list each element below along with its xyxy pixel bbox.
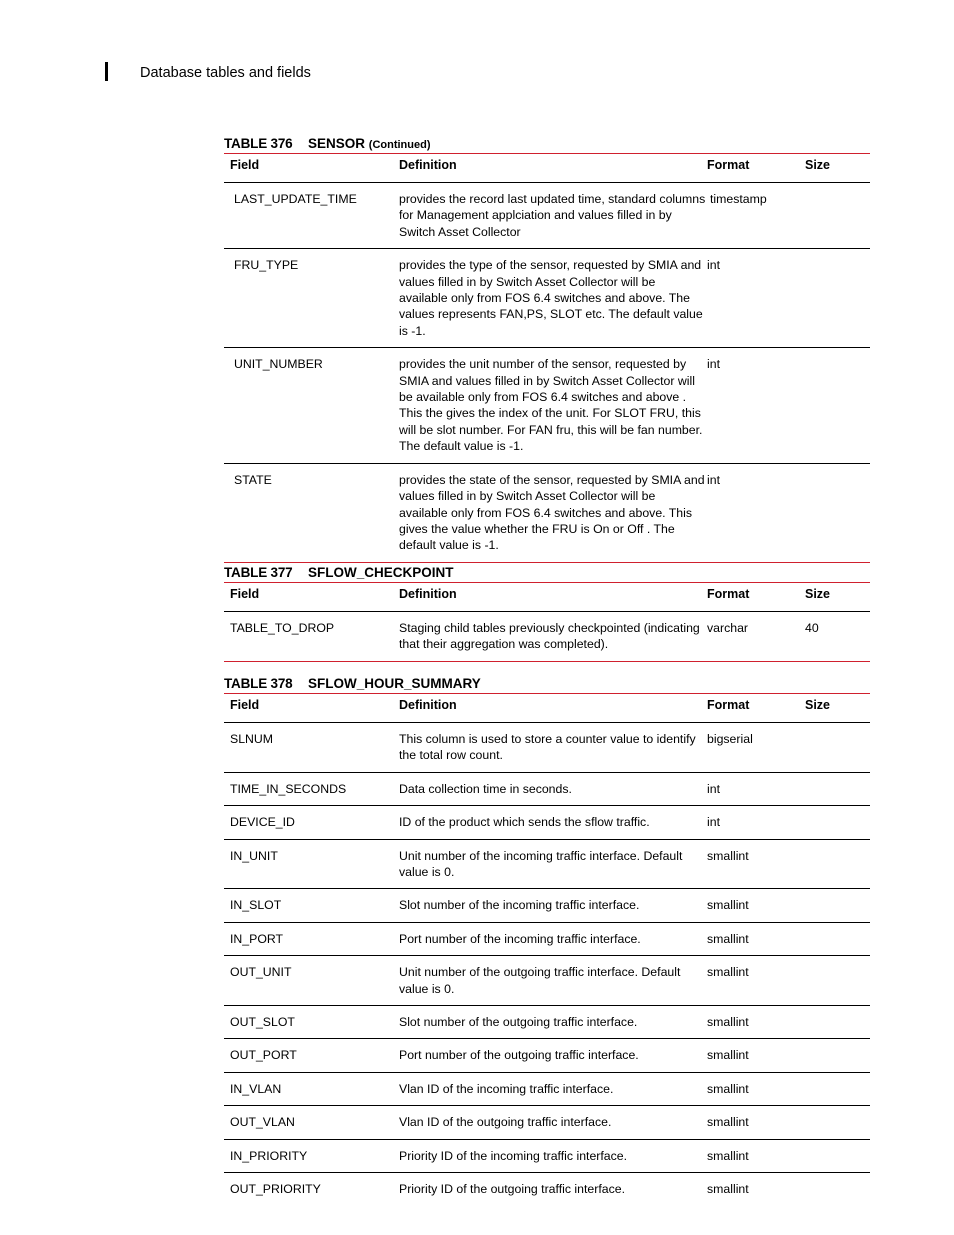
field-cell: IN_PORT <box>230 931 284 946</box>
size-cell <box>805 1039 870 1072</box>
sensor-table <box>224 153 870 563</box>
column-header-size: Size <box>805 698 831 712</box>
size-cell <box>805 839 870 889</box>
format-cell: smallint <box>707 848 749 863</box>
table-row <box>224 1106 870 1139</box>
field-cell: IN_UNIT <box>230 848 278 863</box>
field-cell: TIME_IN_SECONDS <box>230 781 347 796</box>
format-cell: int <box>707 781 720 796</box>
column-header-format: Format <box>707 587 750 601</box>
definition-cell: provides the state of the sensor, requested by SMIA and values filled in by Switch Asset Collector will be available only from FOS 6.4 switches and above. This gives the value whether the FRU is On or Off . The default value is -1. <box>399 472 705 553</box>
table-caption <box>224 564 870 582</box>
size-cell <box>805 1072 870 1105</box>
field-cell: LAST_UPDATE_TIME <box>234 192 357 206</box>
table-header-row <box>224 154 870 183</box>
table-number: TABLE 377 <box>224 565 293 580</box>
definition-cell: provides the type of the sensor, requested by SMIA and values filled in by Switch Asset Collector will be available only from FOS 6.4 switches and above. The values represents FAN,PS, SLOT etc. The default value is -1. <box>399 258 703 338</box>
definition-cell: Data collection time in seconds. <box>399 781 572 796</box>
format-cell: varchar <box>707 621 749 635</box>
table-row <box>224 889 870 922</box>
column-header-definition: Definition <box>399 587 457 601</box>
table-header-row <box>224 583 870 612</box>
table-row <box>224 1139 870 1172</box>
table-row <box>224 1039 870 1072</box>
format-cell: smallint <box>707 931 749 946</box>
field-cell: OUT_PRIORITY <box>230 1182 321 1197</box>
column-header-definition: Definition <box>399 698 457 712</box>
column-header-size: Size <box>805 158 831 172</box>
definition-cell: provides the unit number of the sensor, requested by SMIA and values filled in by Switch Asset Collector will be available only from FOS 6.4 switches and above . This the gives the index of the unit. For SLOT FRU, this will be slot number. For FAN fru, this will be fan number. The default value is -1. <box>399 357 703 454</box>
size-cell <box>805 249 870 348</box>
format-cell: smallint <box>707 1115 749 1130</box>
format-cell: smallint <box>707 1182 749 1197</box>
definition-cell: ID of the product which sends the sflow traffic. <box>399 815 650 830</box>
table-row <box>224 348 870 463</box>
field-cell: OUT_SLOT <box>230 1015 295 1030</box>
size-cell <box>805 1106 870 1139</box>
column-header-field: Field <box>230 587 260 601</box>
definition-cell: provides the record last updated time, standard columns for Management applciation and values filled in by Switch Asset Collector <box>399 192 706 239</box>
table-row <box>224 723 870 773</box>
size-cell <box>805 463 870 562</box>
field-cell: IN_PRIORITY <box>230 1148 308 1163</box>
definition-cell: Slot number of the outgoing traffic interface. <box>399 1015 638 1030</box>
size-cell <box>805 1139 870 1172</box>
size-cell <box>805 889 870 922</box>
column-header-field: Field <box>230 698 260 712</box>
field-cell: FRU_TYPE <box>234 258 299 273</box>
table-name: SENSOR <box>308 136 366 151</box>
chapter-marker-bar <box>105 62 108 81</box>
field-cell: TABLE_TO_DROP <box>230 621 335 635</box>
format-cell: smallint <box>707 1081 749 1096</box>
table-row <box>224 1006 870 1039</box>
format-cell: bigserial <box>707 732 753 746</box>
format-cell: int <box>707 357 720 372</box>
size-cell <box>805 772 870 805</box>
field-cell: DEVICE_ID <box>230 815 295 830</box>
table-number: TABLE 378 <box>224 676 293 691</box>
table-name: SFLOW_HOUR_SUMMARY <box>308 676 481 691</box>
format-cell: int <box>707 815 720 830</box>
format-cell: int <box>707 472 720 487</box>
running-header: Database tables and fields <box>140 65 311 81</box>
table-row <box>224 463 870 562</box>
table-block-sensor <box>224 135 870 563</box>
field-cell: OUT_PORT <box>230 1048 297 1063</box>
table-caption <box>224 675 870 693</box>
size-cell: 40 <box>805 621 819 635</box>
size-cell <box>805 183 870 249</box>
table-row <box>224 183 870 249</box>
table-row <box>224 249 870 348</box>
definition-cell: Staging child tables previously checkpointed (indicating that their aggregation was completed). <box>399 621 700 652</box>
table-name: SFLOW_CHECKPOINT <box>308 565 454 580</box>
field-cell: UNIT_NUMBER <box>234 357 323 372</box>
continued-label: (Continued) <box>368 139 431 151</box>
definition-cell: Port number of the outgoing traffic interface. <box>399 1048 639 1063</box>
field-cell: OUT_UNIT <box>230 965 292 980</box>
format-cell: smallint <box>707 1148 749 1163</box>
table-row <box>224 772 870 805</box>
table-row <box>224 922 870 955</box>
column-header-definition: Definition <box>399 158 457 172</box>
format-cell: smallint <box>707 898 749 913</box>
definition-cell: Slot number of the incoming traffic interface. <box>399 898 640 913</box>
size-cell <box>805 723 870 773</box>
format-cell: timestamp <box>710 192 767 206</box>
definition-cell: This column is used to store a counter value to identify the total row count. <box>399 732 696 763</box>
field-cell: STATE <box>234 472 272 487</box>
table-block-sflow-hour-summary <box>224 675 870 1206</box>
format-cell: smallint <box>707 1048 749 1063</box>
column-header-format: Format <box>707 698 750 712</box>
definition-cell: Vlan ID of the incoming traffic interface. <box>399 1081 614 1096</box>
table-row <box>224 806 870 839</box>
field-cell: IN_SLOT <box>230 898 282 913</box>
size-cell <box>805 806 870 839</box>
size-cell <box>805 348 870 463</box>
column-header-format: Format <box>707 158 750 172</box>
definition-cell: Unit number of the incoming traffic interface. Default value is 0. <box>399 848 683 880</box>
size-cell <box>805 1006 870 1039</box>
sflow-checkpoint-table <box>224 582 870 662</box>
table-row <box>224 612 870 662</box>
table-row <box>224 1072 870 1105</box>
table-caption <box>224 135 870 153</box>
table-block-sflow-checkpoint <box>224 564 870 662</box>
definition-cell: Priority ID of the incoming traffic interface. <box>399 1148 628 1163</box>
format-cell: smallint <box>707 1015 749 1030</box>
definition-cell: Priority ID of the outgoing traffic interface. <box>399 1182 626 1197</box>
field-cell: SLNUM <box>230 732 274 746</box>
table-number: TABLE 376 <box>224 136 293 151</box>
definition-cell: Port number of the incoming traffic interface. <box>399 931 641 946</box>
table-row <box>224 839 870 889</box>
definition-cell: Vlan ID of the outgoing traffic interface. <box>399 1115 612 1130</box>
table-header-row <box>224 694 870 723</box>
size-cell <box>805 922 870 955</box>
format-cell: int <box>707 258 720 273</box>
field-cell: IN_VLAN <box>230 1081 282 1096</box>
column-header-size: Size <box>805 587 831 601</box>
size-cell <box>805 956 870 1006</box>
table-row <box>224 956 870 1006</box>
sflow-hour-summary-table <box>224 693 870 1206</box>
field-cell: OUT_VLAN <box>230 1115 295 1130</box>
format-cell: smallint <box>707 965 749 980</box>
column-header-field: Field <box>230 158 260 172</box>
size-cell <box>805 1173 870 1206</box>
definition-cell: Unit number of the outgoing traffic interface. Default value is 0. <box>399 965 681 996</box>
table-row <box>224 1173 870 1206</box>
